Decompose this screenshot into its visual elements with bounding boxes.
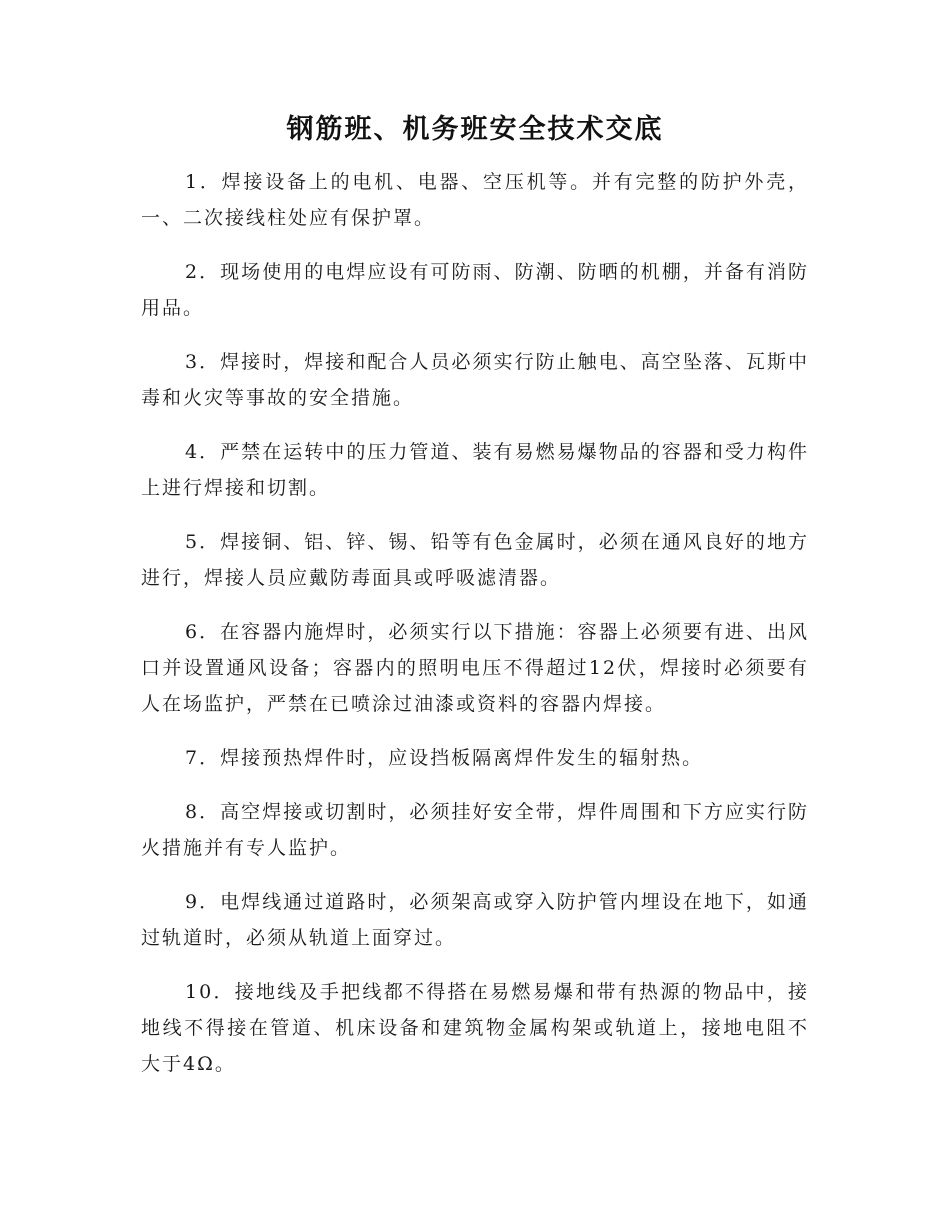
- paragraph-3: 3．焊接时，焊接和配合人员必须实行防止触电、高空坠落、瓦斯中毒和火灾等事故的安全措施。: [141, 351, 809, 409]
- paragraph-10: 10．接地线及手把线都不得搭在易燃易爆和带有热源的物品中，接地线不得接在管道、机床设备和建筑物金属构架或轨道上，接地电阻不大于4Ω。: [141, 981, 809, 1075]
- paragraph-8: 8．高空焊接或切割时，必须挂好安全带，焊件周围和下方应实行防火措施并有专人监护。: [141, 801, 809, 859]
- paragraph-4: 4．严禁在运转中的压力管道、装有易燃易爆物品的容器和受力构件上进行焊接和切割。: [141, 441, 809, 499]
- paragraph-2: 2．现场使用的电焊应设有可防雨、防潮、防晒的机棚，并备有消防用品。: [141, 261, 809, 319]
- paragraph-6: 6．在容器内施焊时，必须实行以下措施：容器上必须要有进、出风口并设置通风设备；容器内的照明电压不得超过12伏，焊接时必须要有人在场监护，严禁在已喷涂过油漆或资料的容器内焊接。: [141, 621, 809, 715]
- paragraph-1: 1．焊接设备上的电机、电器、空压机等。并有完整的防护外壳，一、二次接线柱处应有保护罩。: [141, 171, 809, 229]
- document-title: 钢筋班、机务班安全技术交底: [286, 114, 664, 145]
- paragraph-5: 5．焊接铜、铝、锌、锡、铅等有色金属时，必须在通风良好的地方进行，焊接人员应戴防毒面具或呼吸滤清器。: [141, 531, 809, 589]
- paragraph-9: 9．电焊线通过道路时，必须架高或穿入防护管内埋设在地下，如通过轨道时，必须从轨道上面穿过。: [141, 891, 809, 949]
- paragraph-7: 7．焊接预热焊件时，应设挡板隔离焊件发生的辐射热。: [185, 747, 704, 769]
- document-body: [141, 164, 809, 1100]
